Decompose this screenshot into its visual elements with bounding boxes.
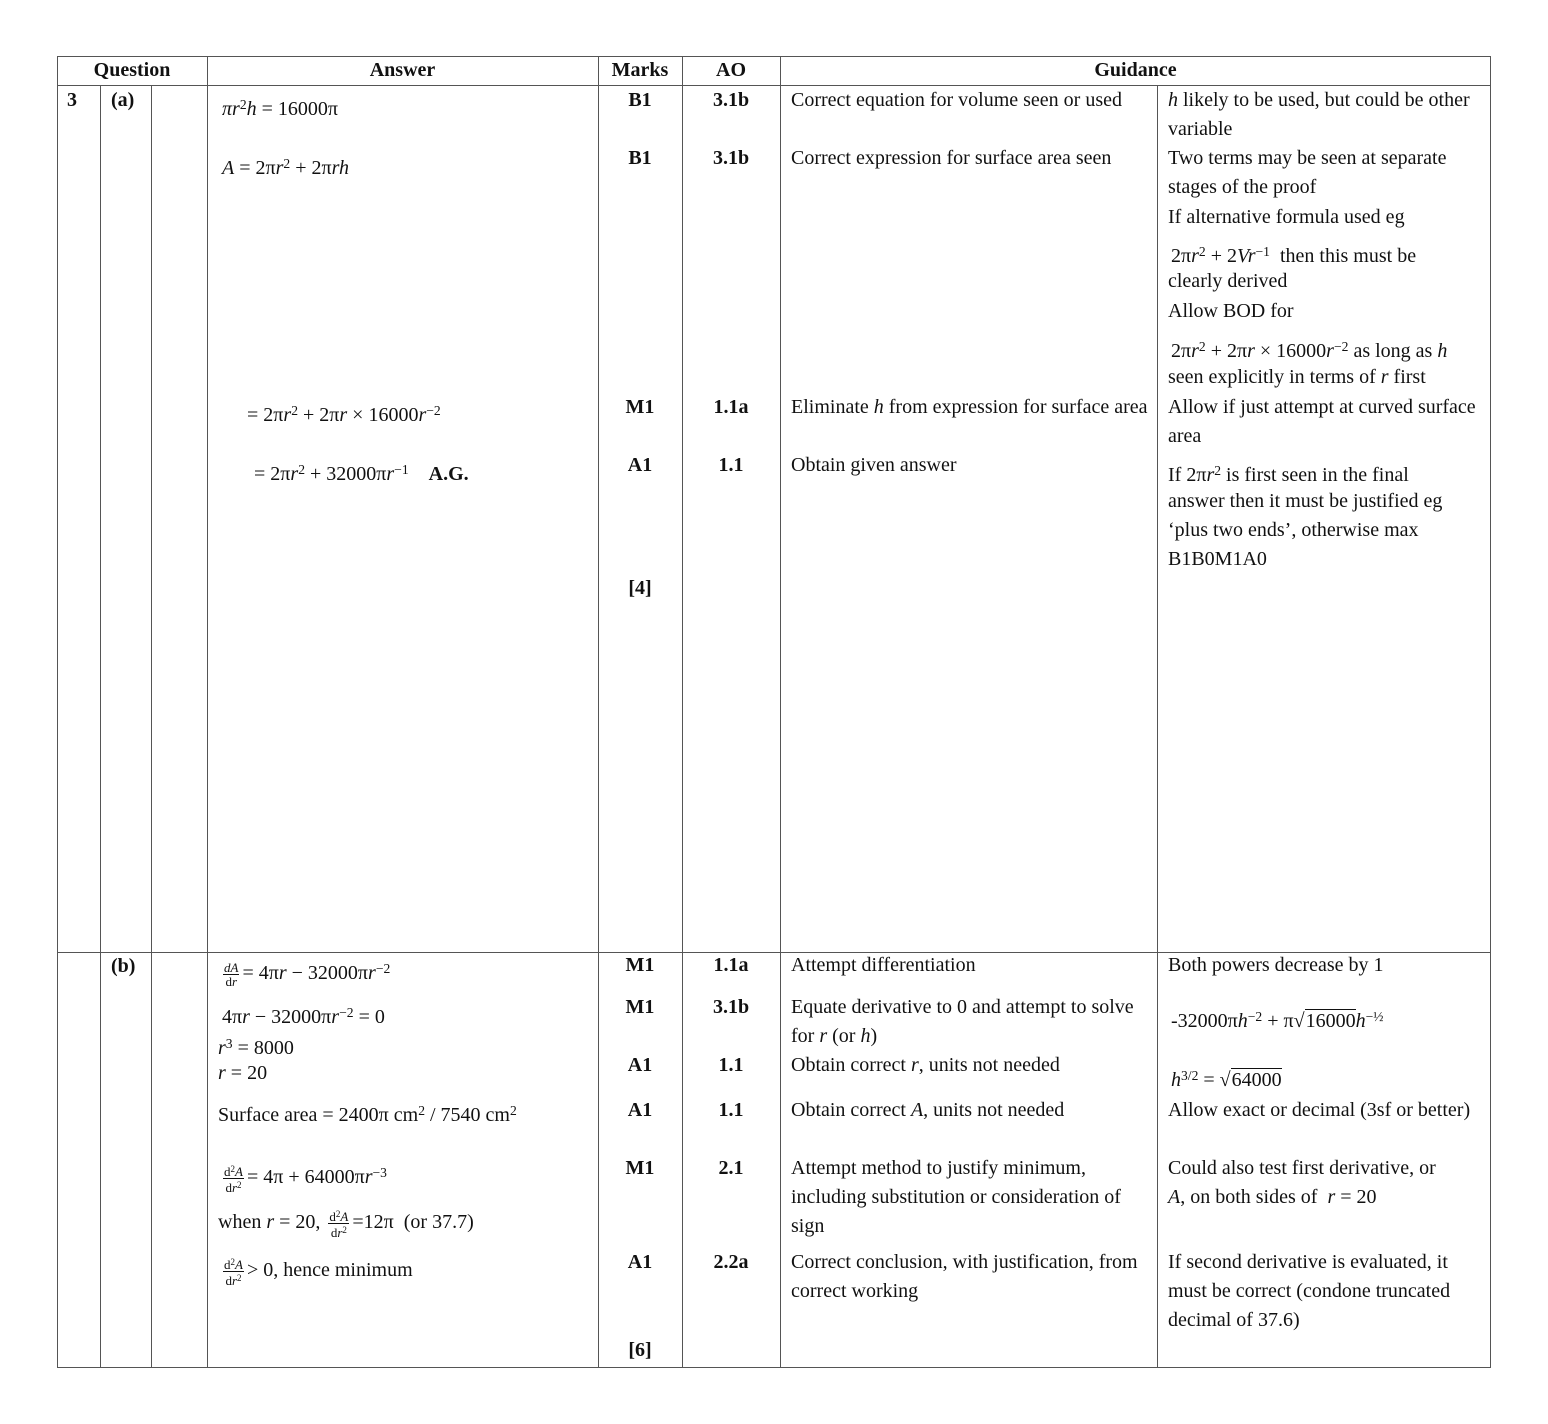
guidance-a3: Eliminate h from expression for surface area [791,396,1148,418]
total-b: [6] [628,1339,652,1361]
mark-b2: M1 [625,996,655,1018]
ao-b3: 1.1 [718,1054,744,1076]
header-answer: Answer [369,59,436,81]
note-bod-r: seen explicitly in terms of r first [1168,366,1426,388]
guidance-a4: Obtain given answer [791,454,957,476]
mark-b3: A1 [627,1054,653,1076]
col-line [1157,85,1158,1368]
guidance-b3: Obtain correct r, units not needed [791,1054,1060,1076]
ao-a2: 3.1b [712,147,750,169]
ao-b4: 1.1 [718,1099,744,1121]
note-alt-formula: If alternative formula used eg [1168,206,1405,228]
note-alt-derived: clearly derived [1168,270,1288,292]
note-b6: If second derivative is evaluated, it must be correct (condone truncated decimal of 37.6) [1168,1251,1451,1331]
note-alt-formula-expr: $2\pi r^2 + 2Vr^{-1}$ then this must be [1171,244,1417,268]
note-b5-line1: Could also test first derivative, or [1168,1157,1436,1179]
ao-a4: 1.1 [718,454,744,476]
guidance-a2: Correct expression for surface area seen [791,147,1112,169]
col-line [1490,56,1491,1368]
note-a3: Allow if just attempt at curved surface area [1168,396,1476,447]
ag-label: A.G. [428,463,469,486]
header-marks: Marks [611,59,669,81]
answer-conclusion: $\frac{d^2A}{dr^2}$ > 0, hence minimum [224,1257,413,1288]
part-b-label: (b) [111,955,136,977]
col-line [780,56,781,1368]
ao-b2: 3.1b [712,996,750,1018]
note-bod: Allow BOD for [1168,300,1294,322]
mark-a2: B1 [628,147,652,169]
col-line [57,56,58,1368]
guidance-b5: Attempt method to justify minimum, including substitution or consideration of sign [791,1157,1121,1237]
note-b5-line2: A, on both sides of r = 20 [1168,1186,1377,1208]
mark-b1: M1 [625,954,655,976]
part-a-label: (a) [111,89,135,111]
mark-b6: A1 [627,1251,653,1273]
guidance-b4: Obtain correct A, units not needed [791,1099,1065,1121]
mark-a3: M1 [625,396,655,418]
guidance-a1: Correct equation for volume seen or used [791,89,1123,111]
mark-scheme-table [57,56,1491,1368]
note-final-1: If $2\pi r^2$ is first seen in the final [1168,463,1409,487]
col-line [151,85,152,1368]
total-a: [4] [628,577,652,599]
note-b2-expr: $-32000\pi h^{-2} + \pi√16000h^{-\frac{1}{2}}$ [1171,1009,1384,1033]
ao-b6: 2.2a [713,1251,749,1273]
mark-b4: A1 [627,1099,653,1121]
ao-a1: 3.1b [712,89,750,111]
answer-given: = $2\pi r^2 + 32000\pi r^{-1}$ A.G. [254,462,469,486]
ao-a3: 1.1a [713,396,749,418]
answer-eliminate-h: = $2\pi r^2 + 2\pi r \times 16000r^{-2}$ [247,403,441,427]
ao-b1: 1.1a [713,954,749,976]
mark-b5: M1 [625,1157,655,1179]
guidance-b2: Equate derivative to 0 and attempt to solve for r (or h) [791,996,1134,1047]
header-ao: AO [716,59,746,81]
guidance-b1: Attempt differentiation [791,954,976,976]
question-number: 3 [67,89,77,111]
answer-when-r: when r = 20, $\frac{d^2A}{dr^2}$ =12π (or 37.7) [218,1209,474,1240]
note-final-4: B1B0M1A0 [1168,548,1267,570]
mark-a1: B1 [628,89,652,111]
col-line [207,56,208,1368]
answer-equate-zero: $4\pi r - 32000\pi r^{-2} = 0$ [222,1005,385,1029]
answer-volume-equation: $\pi r^2h = 16000\pi$ [222,97,338,121]
mark-a4: A1 [627,454,653,476]
note-final-2: answer then it must be justified eg [1168,490,1443,512]
note-b1: Both powers decrease by 1 [1168,954,1384,976]
note-bod-expr: $2\pi r^2 + 2\pi r \times 16000r^{-2}$ as long as h [1171,339,1448,363]
note-b4: Allow exact or decimal (3sf or better) [1168,1099,1471,1121]
note-final-3: ‘plus two ends’, otherwise max [1168,519,1419,541]
answer-surface-area: Surface area = 2400π $cm^2 / 7540$ $cm^2$ [218,1103,517,1127]
answer-derivative: $\frac{dA}{dr}$ = $4\pi r - 32000\pi r^{-2}$ [224,960,391,990]
note-a2: Two terms may be seen at separate stages of the proof [1168,147,1447,198]
answer-r-value: r = 20 [218,1062,268,1084]
table-border-bottom [57,1367,1491,1368]
guidance-b6: Correct conclusion, with justification, from correct working [791,1251,1138,1302]
header-guidance: Guidance [1094,59,1177,81]
answer-r-cubed: $r^3 = 8000$ [218,1036,294,1060]
note-a1: h likely to be used, but could be other variable [1168,89,1470,140]
col-line [100,85,101,1368]
header-question: Question [93,59,171,81]
answer-second-derivative: $\frac{d^2A}{dr^2}$ = $4\pi + 64000\pi r^{-3}$ [224,1164,387,1196]
answer-surface-area-expression: $A = 2\pi r^2 + 2\pi rh$ [222,156,350,180]
ao-b5: 2.1 [718,1157,744,1179]
note-b3-expr: $h^{3/2} = √64000$ [1171,1068,1282,1092]
